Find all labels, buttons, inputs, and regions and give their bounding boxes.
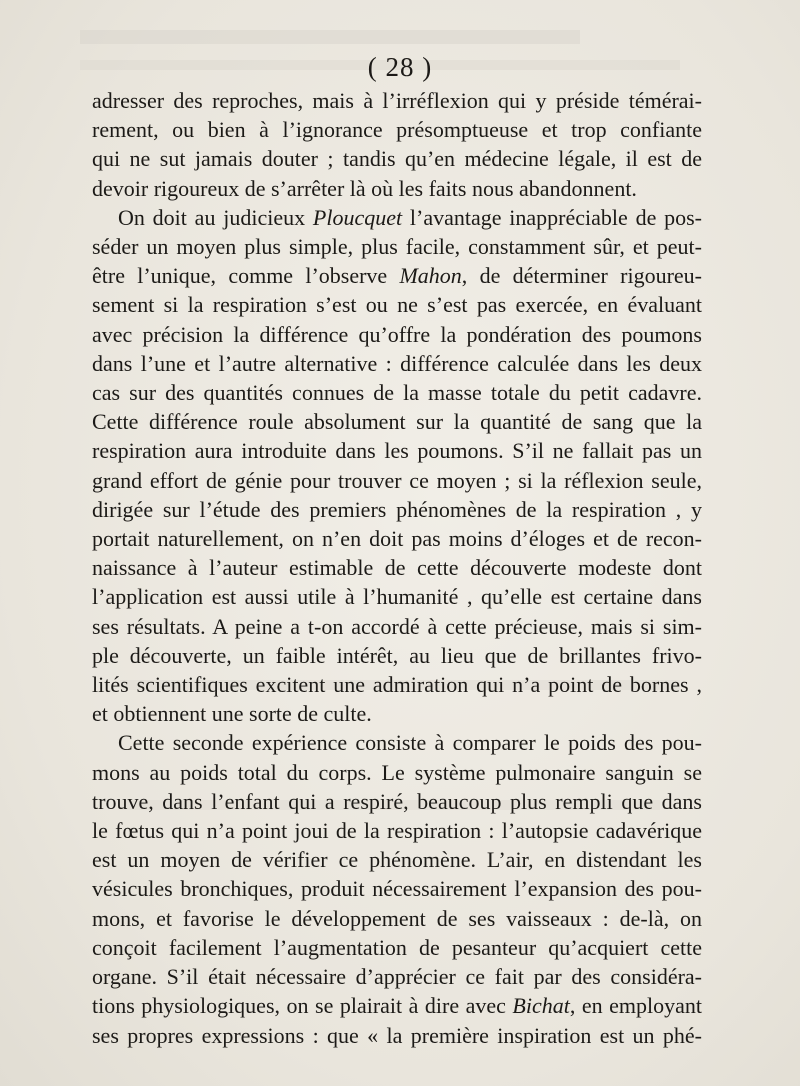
text-line: le fœtus qui n’a point joui de la respiration : l’autopsie cadavérique bbox=[92, 818, 702, 844]
text-line: est un moyen de vérifier ce phénomène. L’air, en distendant les bbox=[92, 847, 702, 873]
text-fragment: , en employant bbox=[569, 993, 702, 1019]
text-line: ses propres expressions : que « la première inspiration est un phé- bbox=[92, 1022, 702, 1048]
text-fragment: l’avantage inappréciable de pos- bbox=[402, 204, 703, 230]
text-line: portait naturellement, on n’en doit pas moins d’éloges et de recon- bbox=[92, 526, 702, 552]
text-fragment: tions physiologiques, on se plairait à dire avec bbox=[92, 993, 513, 1019]
text-line: sement si la respiration s’est ou ne s’est pas exercée, en évaluant bbox=[92, 292, 702, 318]
text-line: lités scientifiques excitent une admiration qui n’a point de bornes , bbox=[92, 672, 702, 698]
text-fragment: , de déterminer rigoureu- bbox=[461, 263, 702, 289]
page-number: ( 28 ) bbox=[367, 52, 433, 82]
text-line bbox=[92, 261, 702, 290]
text-line: ses résultats. A peine a t-on accordé à cette précieuse, mais si sim- bbox=[92, 613, 702, 639]
text-line: dirigée sur l’étude des premiers phénomènes de la respiration , y bbox=[92, 496, 702, 522]
text-line: adresser des reproches, mais à l’irréflexion qui y préside témérai- bbox=[92, 88, 702, 113]
text-line: vésicules bronchiques, produit nécessairement l’expansion des pou- bbox=[92, 876, 702, 902]
text-line: rement, ou bien à l’ignorance présomptueuse et trop confiante bbox=[92, 117, 702, 143]
text-fragment: être l’unique, comme l’observe bbox=[92, 263, 400, 289]
text-line: Cette seconde expérience consiste à comparer le poids des pou- bbox=[118, 730, 702, 756]
text-line: et obtiennent une sorte de culte. bbox=[92, 701, 372, 727]
text-line: grand effort de génie pour trouver ce moyen ; si la réflexion seule, bbox=[92, 467, 702, 493]
text-line: conçoit facilement l’augmentation de pesanteur qu’acquiert cette bbox=[92, 934, 702, 960]
italic-name: Ploucquet bbox=[312, 204, 403, 230]
text-line: avec précision la différence qu’offre la pondération des poumons bbox=[92, 321, 702, 347]
text-line: mons, et favorise le développement de ses vaisseaux : de-là, on bbox=[92, 905, 702, 931]
italic-name: Bichat bbox=[512, 993, 570, 1019]
text-line: mons au poids total du corps. Le système pulmonaire sanguin se bbox=[92, 759, 702, 785]
text-line bbox=[92, 203, 702, 232]
body-text bbox=[92, 86, 702, 1050]
text-fragment: On doit au judicieux bbox=[118, 204, 313, 230]
text-line: cas sur des quantités connues de la masse totale du petit cadavre. bbox=[92, 380, 702, 406]
text-line: naissance à l’auteur estimable de cette découverte modeste dont bbox=[92, 555, 702, 581]
text-line: qui ne sut jamais douter ; tandis qu’en médecine légale, il est de bbox=[92, 146, 702, 172]
text-line: organe. S’il était nécessaire d’apprécier ce fait par des considéra- bbox=[92, 964, 702, 990]
text-line bbox=[92, 991, 702, 1020]
italic-name: Mahon bbox=[399, 263, 462, 289]
text-line: trouve, dans l’enfant qui a respiré, beaucoup plus rempli que dans bbox=[92, 788, 702, 814]
text-line: séder un moyen plus simple, plus facile, constamment sûr, et peut- bbox=[92, 234, 702, 260]
text-line: l’application est aussi utile à l’humanité , qu’elle est certaine dans bbox=[92, 584, 702, 610]
text-line: devoir rigoureux de s’arrêter là où les faits nous abandonnent. bbox=[92, 175, 637, 201]
text-line: respiration aura introduite dans les poumons. S’il ne fallait pas un bbox=[92, 438, 702, 464]
text-line: ple découverte, un faible intérêt, au lieu que de brillantes frivo- bbox=[92, 642, 702, 668]
text-line: Cette différence roule absolument sur la quantité de sang que la bbox=[92, 409, 702, 435]
text-line: dans l’une et l’autre alternative : différence calculée dans les deux bbox=[92, 350, 702, 376]
